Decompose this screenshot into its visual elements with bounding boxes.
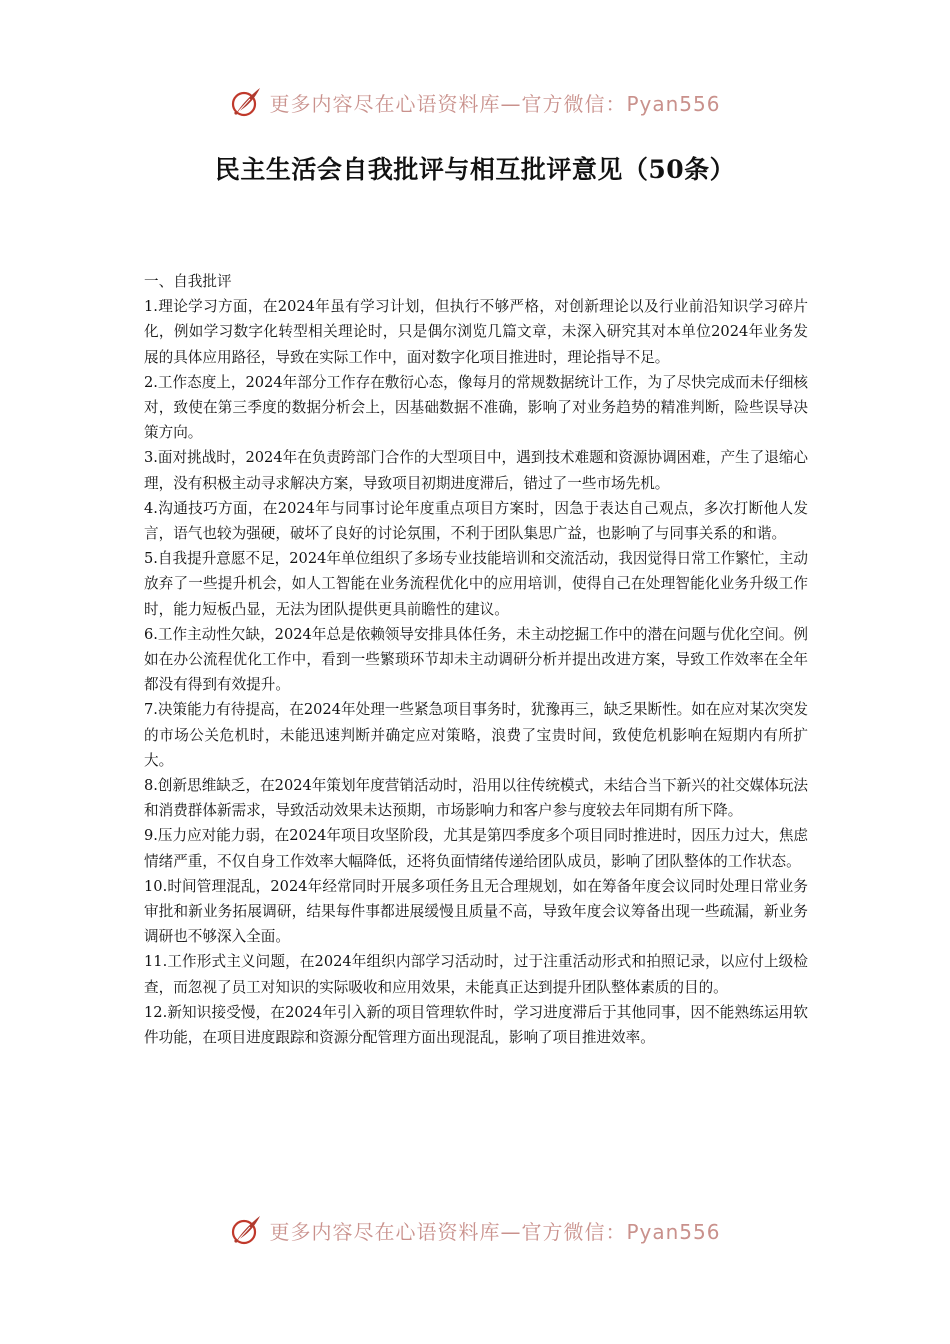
list-item: 8.创新思维缺乏，在2024年策划年度营销活动时，沿用以往传统模式，未结合当下新兴的社交媒体玩法和消费群体新需求，导致活动效果未达预期，市场影响力和客户参与度较去年同期有所下降。	[144, 777, 809, 820]
quill-pen-logo-icon	[229, 1213, 263, 1247]
list-item: 4.沟通技巧方面，在2024年与同事讨论年度重点项目方案时，因急于表达自己观点，多次打断他人发言，语气也较为强硬，破坏了良好的讨论氛围，不利于团队集思广益，也影响了与同事关系的和谐。	[144, 499, 808, 543]
list-item: 10.时间管理混乱，2024年经常同时开展多项任务且无合理规划，如在筹备年度会议同时处理日常业务审批和新业务拓展调研，结果每件事都进展缓慢且质量不高，导致年度会议筹备出现一些疏漏，新业务调研也不够深入全面。	[144, 877, 808, 946]
footer-watermark-banner	[0, 1210, 950, 1250]
header-watermark-text: 更多内容尽在心语资料库—官方微信：Pyan556	[269, 91, 721, 116]
list-item: 1.理论学习方面，在2024年虽有学习计划，但执行不够严格，对创新理论以及行业前沿知识学习碎片化，例如学习数字化转型相关理论时，只是偶尔浏览几篇文章，未深入研究其对本单位2024年业务发展的具体应用路径，导致在实际工作中，面对数字化项目推进时，理论指导不足。	[144, 298, 808, 366]
header-watermark-banner	[0, 82, 950, 122]
section-heading: 一、自我批评	[144, 273, 232, 290]
document-body	[144, 269, 808, 1050]
list-item: 11.工作形式主义问题，在2024年组织内部学习活动时，过于注重活动形式和拍照记录，以应付上级检查，而忽视了员工对知识的实际吸收和应用效果，未能真正达到提升团队整体素质的目的。	[144, 953, 808, 996]
list-item: 3.面对挑战时，2024年在负责跨部门合作的大型项目中，遇到技术难题和资源协调困难，产生了退缩心理，没有积极主动寻求解决方案，导致项目初期进度滞后，错过了一些市场先机。	[144, 449, 809, 492]
quill-pen-logo-icon	[229, 85, 263, 119]
footer-watermark-text: 更多内容尽在心语资料库—官方微信：Pyan556	[269, 1219, 721, 1244]
list-item: 5.自我提升意愿不足，2024年单位组织了多场专业技能培训和交流活动，我因觉得日常工作繁忙，主动放弃了一些提升机会，如人工智能在业务流程优化中的应用培训，使得自己在处理智能化业务升级工作时，能力短板凸显，无法为团队提供更具前瞻性的建议。	[144, 550, 809, 618]
list-item: 6.工作主动性欠缺，2024年总是依赖领导安排具体任务，未主动挖掘工作中的潜在问题与优化空间。例如在办公流程优化工作中，看到一些繁琐环节却未主动调研分析并提出改进方案，导致工作效率在全年都没有得到有效提升。	[144, 625, 809, 694]
list-item: 9.压力应对能力弱，在2024年项目攻坚阶段，尤其是第四季度多个项目同时推进时，因压力过大，焦虑情绪严重，不仅自身工作效率大幅降低，还将负面情绪传递给团队成员，影响了团队整体的工作状态。	[144, 827, 809, 870]
document-title: 民主生活会自我批评与相互批评意见（50条）	[214, 155, 736, 184]
list-item: 12.新知识接受慢，在2024年引入新的项目管理软件时，学习进度滞后于其他同事，因不能熟练运用软件功能，在项目进度跟踪和资源分配管理方面出现混乱，影响了项目推进效率。	[144, 1003, 808, 1047]
list-item: 7.决策能力有待提高，在2024年处理一些紧急项目事务时，犹豫再三，缺乏果断性。如在应对某次突发的市场公关危机时，未能迅速判断并确定应对策略，浪费了宝贵时间，致使危机影响在短期内有所扩大。	[144, 701, 809, 769]
list-item: 2.工作态度上，2024年部分工作存在敷衍心态，像每月的常规数据统计工作，为了尽快完成而未仔细核对，致使在第三季度的数据分析会上，因基础数据不准确，影响了对业务趋势的精准判断，险些误导决策方向。	[144, 373, 809, 442]
